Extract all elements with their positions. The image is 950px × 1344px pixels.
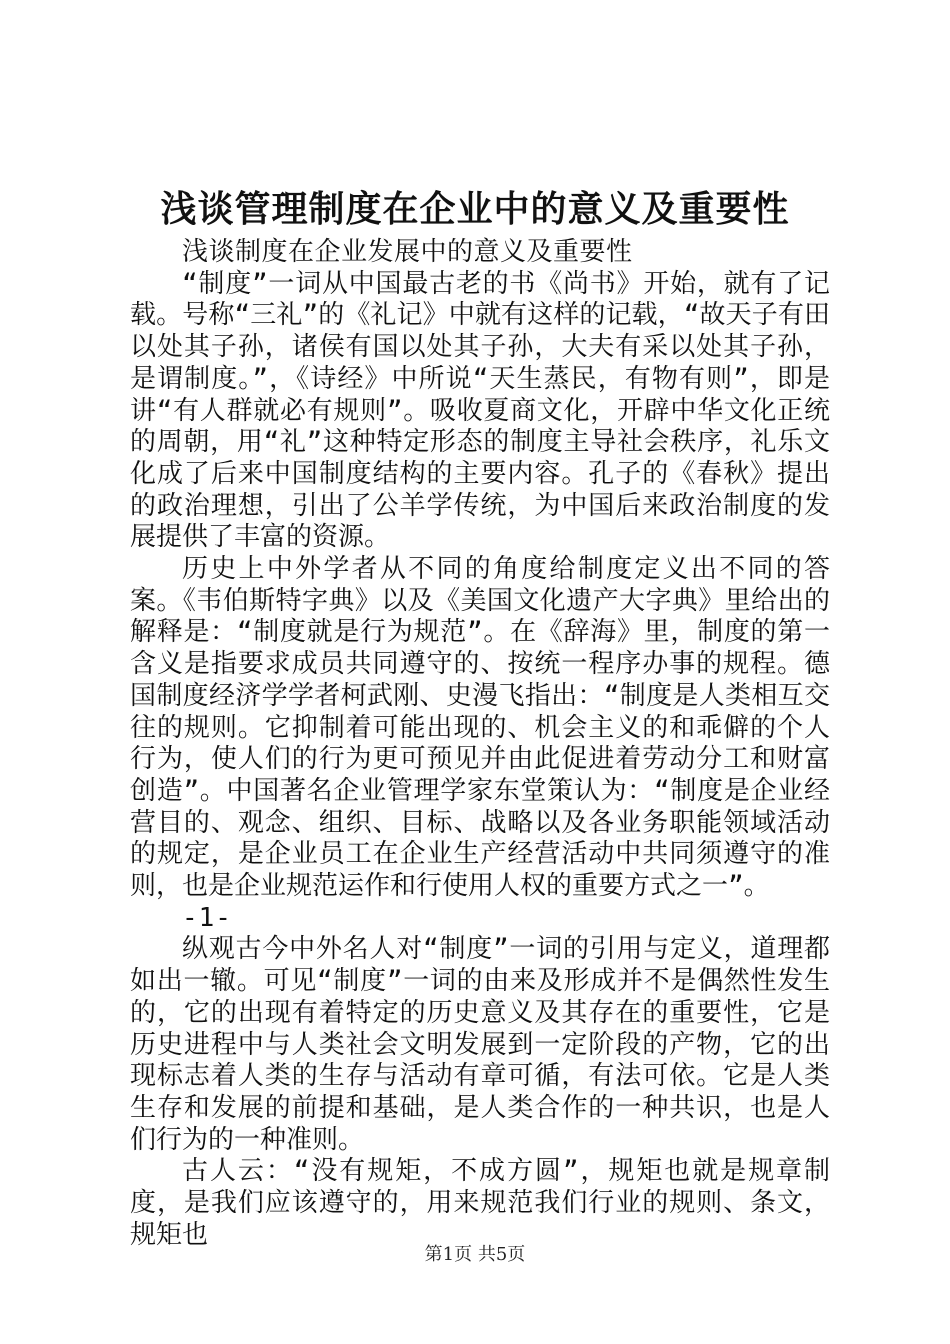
page-footer: 第1页 共5页 xyxy=(424,1244,526,1265)
document-subtitle: 浅谈制度在企业发展中的意义及重要性 xyxy=(182,237,633,267)
document-title: 浅谈管理制度在企业中的意义及重要性 xyxy=(160,188,790,230)
paragraph-2: 历史上中外学者从不同的角度给制度定义出不同的答案。《韦伯斯特字典》以及《美国文化遗产大字典》里给出的解释是：“制度就是行为规范”。在《辞海》里，制度的第一含义是指要求成员共同遵守的、按统一程序办事的规程。德国制度经济学学者柯武刚、史漫飞指出：“制度是人类相互交往的规则。它抑制着可能出现的、机会主义的和乖僻的个人行为，使人们的行为更可预见并由此促进着劳动分工和财富创造”。中国著名企业管理学家东堂策认为：“制度是企业经营目的、观念、组织、目标、战略以及各业务职能领域活动的规定，是企业员工在企业生产经营活动中共同须遵守的准则，也是企业规范运作和行使用人权的重要方式之一”。 xyxy=(130,554,830,902)
paragraph-3: 纵观古今中外名人对“制度”一词的引用与定义，道理都如出一辙。可见“制度”一词的由来及形成并不是偶然性发生的，它的出现有着特定的历史意义及其存在的重要性，它是历史进程中与人类社会文明发展到一定阶段的产物，它的出现标志着人类的生存与活动有章可循，有法可依。它是人类生存和发展的前提和基础，是人类合作的一种共识，也是人们行为的一种准则。 xyxy=(130,934,830,1155)
paragraph-1: “制度”一词从中国最古老的书《尚书》开始，就有了记载。号称“三礼”的《礼记》中就有这样的记载，“故天子有田以处其子孙，诸侯有国以处其子孙，大夫有采以处其子孙，是谓制度。”，《诗经》中所说“天生蒸民，有物有则”，即是讲“有人群就必有规则”。吸收夏商文化，开辟中华文化正统的周朝，用“礼”这种特定形态的制度主导社会秩序，礼乐文化成了后来中国制度结构的主要内容。孔子的《春秋》提出的政治理想，引出了公羊学传统，为中国后来政治制度的发展提供了丰富的资源。 xyxy=(130,268,830,553)
inline-page-mark: -1- xyxy=(182,902,232,933)
paragraph-4: 古人云：“没有规矩，不成方圆”，规矩也就是规章制度，是我们应该遵守的，用来规范我们行业的规则、条文，规矩也 xyxy=(130,1156,830,1250)
document-body xyxy=(130,237,830,1252)
